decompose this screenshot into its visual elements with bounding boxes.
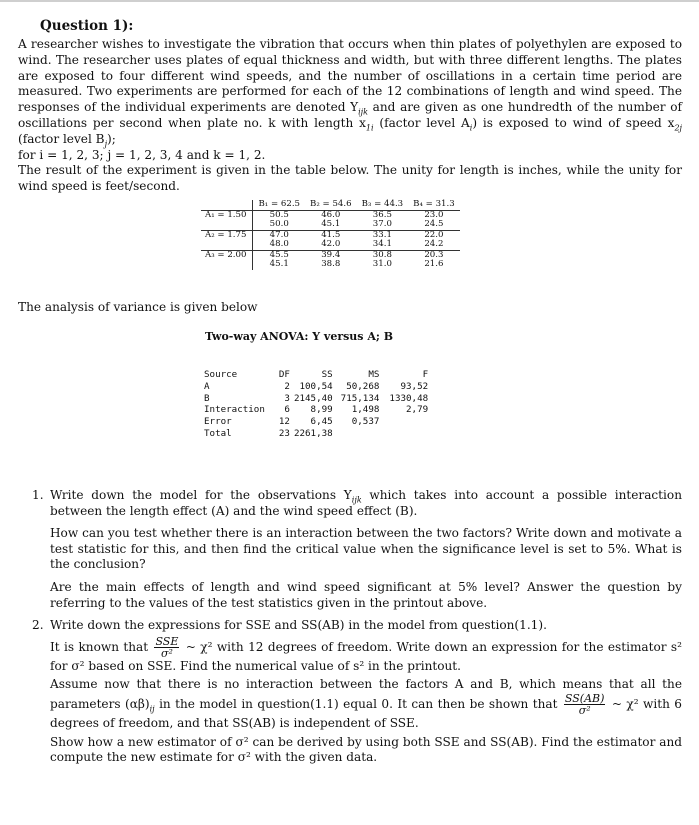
anova-row-total [204,428,428,440]
task-1-para-2: How can you test whether there is an interaction between the two factors? Write down and motivate a test statistic for this, and then find the critical value when the significance level is set to 5%. What is the conclusion? [50,526,682,572]
task-2-para-2: It is known that $\frac{\text{SSE}}{\text{σ²}}$ ~ χ² with 12 degrees of freedom. Write down an expression for the estimator s² for σ² based on SSE. Find the numerical value of s² in the printout. [50,634,682,673]
fraction-ssab-over-sigma2: $\frac{SS(AB)}{\text{σ²}}$ [564,691,605,717]
col-header-b1: B₁ = 62.5 [253,200,305,210]
task-2-para-3: Assume now that there is no interaction between the factors A and B, which means that all the parameters $(\alpha\beta)_{ij}$ in the model in question(1.1) equal 0. It can then be shown that $\frac{SS(AB)}{\text{σ²}}$ ~ χ² with 6 degrees of freedom, and that SS(AB) is independent of SSE. [50,677,682,730]
anova-header-row [204,369,428,381]
col-header-b4: B₄ = 31.3 [408,200,460,210]
col-header-b3: B₃ = 44.3 [357,200,409,210]
anova-header-ms: MS [368,369,380,380]
anova-cell: 2145,40 [293,392,333,404]
anova-cell: 0,537 [351,416,380,428]
experiment-data-table [201,200,460,270]
task-1-para-3: Are the main effects of length and wind speed significant at 5% level? Answer the question by referring to the values of the test statistics given in the printout above. [50,579,682,610]
anova-row-error [204,416,428,428]
data-cell: 46.0 [321,209,341,220]
anova-cell: 93,52 [400,380,429,392]
data-cell: 38.8 [321,259,341,269]
task-1 [18,488,682,611]
anova-cell: 8,99 [310,404,333,416]
anova-cell: 50,268 [346,380,380,392]
row-label-a3: A₃ = 2.00 [201,250,253,260]
anova-cell: 6,45 [310,416,333,428]
row-label-a1: A₁ = 1.50 [201,210,253,220]
data-cell: 45.5 [253,250,305,260]
anova-cell [379,428,428,440]
anova-cell: 23 [278,427,290,439]
data-cell: 50.0 [269,219,289,229]
anova-cell: 2261,38 [293,427,333,439]
data-cell: 36.5 [372,209,392,220]
data-cell: 31.0 [372,259,392,269]
anova-cell: 1,498 [351,404,380,416]
data-cell: 50.5 [269,209,289,220]
top-border [0,0,699,2]
intro-paragraph: A researcher wishes to investigate the vibration that occurs when thin plates of polyethylen are exposed to wind. The researcher uses plates of equal thickness and width, but with three different lengths. The plates are exposed to four different wind speeds, and the number of oscillations in a certain time period are measured. Two experiments are performed for each of the 12 combinations of length and wind speed. The responses of the individual experiments are denoted $Y_{ijk}$ and are given as one hundredth of the number of oscillations per second when plate no. k with length $x_{1i}$ (factor level $A_i$) is exposed to wind of speed $x_{2j}$ (factor level $B_j$); for i = 1, 2, 3; j = 1, 2, 3, 4 and k = 1, 2. [18,37,683,162]
anova-cell [379,416,428,428]
anova-cell: 715,134 [340,392,380,404]
data-table-header-row [201,200,460,210]
question-heading: Question 1): [40,18,134,34]
anova-header-source: Source [204,369,238,380]
anova-cell: Interaction [204,404,265,416]
row-label-empty [201,260,253,270]
anova-table [204,369,428,440]
data-cell: 34.1 [372,239,392,249]
data-cell: 45.1 [321,219,341,229]
data-cell: 48.0 [269,239,289,249]
data-cell: 24.5 [424,219,444,229]
data-cell: 23.0 [424,209,444,220]
question-intro [18,37,682,195]
data-cell: 42.0 [321,239,341,249]
data-cell: 33.1 [357,230,409,240]
data-cell: 39.4 [305,250,357,260]
row-label-empty [201,240,253,250]
task-2 [18,618,682,766]
data-cell: 45.1 [269,259,289,269]
anova-cell: Error [204,416,232,428]
anova-title: Two-way ANOVA: Y versus A; B [205,330,394,343]
anova-cell [333,428,380,440]
data-cell: 30.8 [357,250,409,260]
task-2-para-4: Show how a new estimator of σ² can be derived by using both SSE and SS(AB). Find the estimator and compute the new estimate for σ² with the given data. [50,734,682,765]
anova-intro-text: The analysis of variance is given below [18,300,258,314]
data-cell: 24.2 [424,239,444,249]
task-list [18,488,682,773]
anova-cell: A [204,380,210,392]
data-table-corner [201,200,253,210]
anova-cell: 2,79 [406,404,429,416]
data-cell: 47.0 [253,230,305,240]
anova-cell: 1330,48 [389,392,429,404]
anova-row-interaction [204,404,428,416]
data-cell: 20.3 [408,250,460,260]
data-table-row [201,260,460,270]
data-table-row [201,220,460,230]
anova-row-b [204,393,428,405]
task-2-number: 2. [32,618,44,633]
anova-header-f: F [422,369,429,380]
data-cell: 22.0 [408,230,460,240]
anova-cell: 6 [284,404,290,416]
anova-header-df: DF [278,369,290,380]
task-1-number: 1. [32,488,44,502]
anova-cell: 2 [284,380,290,392]
anova-cell: 100,54 [299,380,333,392]
fraction-sse-over-sigma2: $\frac{\text{SSE}}{\text{σ²}}$ [155,634,179,660]
anova-row-a [204,381,428,393]
result-paragraph: The result of the experiment is given in the table below. The unity for length is inches, while the unity for wind speed is feet/second. [18,163,682,194]
anova-cell: 12 [278,416,290,428]
task-1-para-1: Write down the model for the observations $Y_{ijk}$ which takes into account a possible interaction between the length effect (A) and the wind speed effect (B). [50,488,682,518]
task-2-para-1: Write down the expressions for SSE and SS(AB) in the model from question(1.1). [50,618,547,633]
row-label-a2: A₂ = 1.75 [201,230,253,240]
anova-cell: B [204,392,210,404]
anova-cell: 3 [284,392,290,404]
data-table-row [201,240,460,250]
data-cell: 37.0 [372,219,392,229]
anova-header-ss: SS [321,369,333,380]
anova-cell: Total [204,427,232,439]
row-label-empty [201,220,253,230]
col-header-b2: B₂ = 54.6 [305,200,357,210]
data-cell: 21.6 [424,259,444,269]
data-cell: 41.5 [305,230,357,240]
